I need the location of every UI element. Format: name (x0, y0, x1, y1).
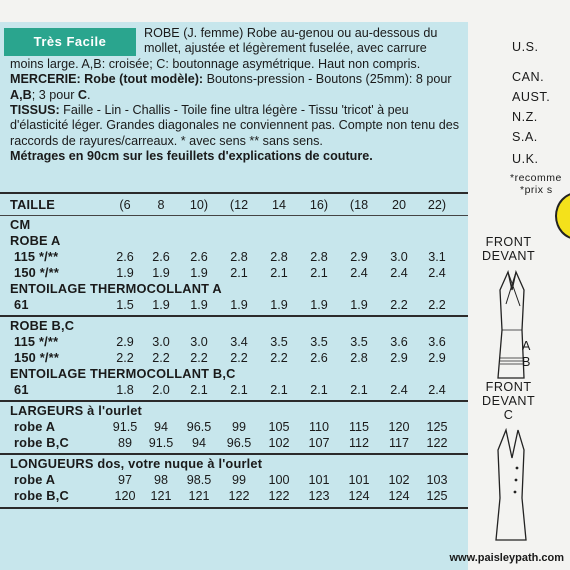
table-cell: 1.9 (270, 298, 288, 312)
view-b-label: B (522, 355, 531, 369)
table-cell: 123 (308, 489, 330, 503)
price-sticker (555, 192, 570, 240)
table-cell: 2.1 (270, 383, 288, 397)
table-cell: 1.9 (190, 298, 208, 312)
table-cell: 98 (153, 473, 168, 487)
recommended-note: *recomme (510, 172, 562, 184)
table-cell: 122 (426, 436, 448, 450)
group-title: LARGEURS à l'ourlet (10, 403, 142, 418)
tissus-text: TISSUS: Faille - Lin - Challis - Toile fine ultra légère - Tissu 'tricot' à peu d'élasticité léger. Grandes diagonales ne conviennent pas. Compte non tenu des raccords de rayures/carreaux. * avec sens ** sans sens. (10, 103, 460, 148)
table-cell: 112 (348, 436, 370, 450)
country-code: U.K. (512, 152, 539, 166)
front-label-ab: FRONT DEVANT (482, 235, 536, 263)
table-cell: 120 (388, 420, 410, 434)
table-cell: 2.2 (230, 351, 248, 365)
table-cell: 2.1 (230, 383, 248, 397)
group-title: LONGUEURS dos, votre nuque à l'ourlet (10, 456, 263, 471)
table-cell: 115 (348, 420, 370, 434)
table-cell: 125 (426, 420, 448, 434)
table-cell: 2.8 (270, 250, 288, 264)
table-cell: 2.6 (116, 250, 134, 264)
table-cell: 2.6 (190, 250, 208, 264)
table-cell: 89 (117, 436, 132, 450)
table-cell: 3.5 (350, 335, 368, 349)
table-cell: 2.9 (390, 351, 408, 365)
table-cell: 1.9 (116, 266, 134, 280)
table-cell: 99 (231, 420, 246, 434)
table-cell: 2.6 (152, 250, 170, 264)
table-cell: 1.8 (116, 383, 134, 397)
table-rule (0, 315, 468, 317)
table-cell: 1.9 (310, 298, 328, 312)
row-label: 150 */** (14, 265, 60, 280)
size-header: 10) (189, 198, 209, 212)
table-cell: 101 (308, 473, 330, 487)
table-cell: 2.4 (428, 266, 446, 280)
table-cell: 3.6 (428, 335, 446, 349)
table-cell: 2.8 (310, 250, 328, 264)
row-label: 61 (14, 382, 29, 397)
table-cell: 3.0 (152, 335, 170, 349)
size-header: 8 (157, 198, 165, 212)
table-cell: 3.1 (428, 250, 446, 264)
size-header: 16) (309, 198, 329, 212)
dress-c-illustration (480, 428, 560, 546)
table-cell: 102 (268, 436, 290, 450)
unit-label: CM (10, 217, 31, 232)
table-cell: 3.6 (390, 335, 408, 349)
size-header: 14 (271, 198, 286, 212)
table-cell: 122 (268, 489, 290, 503)
table-cell: 2.1 (230, 266, 248, 280)
dress-a-b-illustration (480, 270, 560, 380)
group-title: ENTOILAGE THERMOCOLLANT A (10, 281, 222, 296)
table-cell: 3.0 (190, 335, 208, 349)
table-cell: 2.4 (390, 266, 408, 280)
table-cell: 3.5 (270, 335, 288, 349)
table-cell: 94 (153, 420, 168, 434)
description: ROBE (J. femme) Robe au-genou ou au-dessous du mollet, ajustée et légèrement fuselée, avec carrure moins large. A,B: croisée; C: boutonnage asymétrique. Haut non compris. (10, 26, 438, 71)
table-cell: 99 (231, 473, 246, 487)
table-cell: 100 (268, 473, 290, 487)
table-cell: 3.5 (310, 335, 328, 349)
table-cell: 107 (308, 436, 330, 450)
table-cell: 2.8 (230, 250, 248, 264)
table-cell: 110 (308, 420, 330, 434)
table-cell: 96.5 (186, 420, 212, 434)
table-cell: 96.5 (226, 436, 252, 450)
table-cell: 101 (348, 473, 370, 487)
table-cell: 2.6 (310, 351, 328, 365)
row-label: robe B,C (14, 488, 69, 503)
table-cell: 2.1 (270, 266, 288, 280)
country-code: CAN. (512, 70, 545, 84)
table-cell: 3.4 (230, 335, 248, 349)
size-header: (18 (349, 198, 369, 212)
table-cell: 1.9 (152, 298, 170, 312)
table-cell: 2.1 (190, 383, 208, 397)
table-cell: 1.9 (152, 266, 170, 280)
country-code: N.Z. (512, 110, 538, 124)
pattern-info-panel (0, 22, 468, 570)
table-cell: 2.9 (116, 335, 134, 349)
group-title: ROBE A (10, 233, 61, 248)
group-title: ENTOILAGE THERMOCOLLANT B,C (10, 366, 236, 381)
table-rule (0, 215, 468, 216)
row-label: 115 */** (14, 334, 59, 349)
description-block (0, 22, 468, 165)
row-label: robe A (14, 419, 56, 434)
front-label-c: FRONT DEVANT C (482, 380, 536, 422)
table-cell: 120 (114, 489, 136, 503)
table-cell: 105 (268, 420, 290, 434)
table-cell: 1.9 (350, 298, 368, 312)
table-cell: 2.9 (350, 250, 368, 264)
size-header: 20 (391, 198, 406, 212)
table-cell: 2.8 (350, 351, 368, 365)
website-footer: www.paisleypath.com (449, 552, 564, 564)
size-label: TAILLE (10, 197, 56, 212)
table-cell: 3.0 (390, 250, 408, 264)
table-cell: 121 (188, 489, 210, 503)
table-cell: 91.5 (112, 420, 138, 434)
table-cell: 2.4 (350, 266, 368, 280)
table-cell: 125 (426, 489, 448, 503)
table-cell: 2.4 (390, 383, 408, 397)
table-cell: 122 (228, 489, 250, 503)
group-title: ROBE B,C (10, 318, 75, 333)
table-cell: 98.5 (186, 473, 212, 487)
table-cell: 2.2 (116, 351, 134, 365)
row-label: 61 (14, 297, 29, 312)
table-cell: 97 (117, 473, 132, 487)
country-code: U.S. (512, 40, 539, 54)
table-cell: 103 (426, 473, 448, 487)
table-rule (0, 507, 468, 509)
mercerie-text: MERCERIE: Robe (tout modèle): Boutons-pression - Boutons (25mm): 8 pour A,B; 3 pour C. (10, 72, 452, 102)
size-header: (12 (229, 198, 249, 212)
table-cell: 1.5 (116, 298, 134, 312)
table-cell: 2.2 (390, 298, 408, 312)
table-cell: 2.2 (152, 351, 170, 365)
country-code: S.A. (512, 130, 538, 144)
table-cell: 2.1 (310, 266, 328, 280)
difficulty-badge: Très Facile (4, 28, 136, 56)
table-cell: 2.1 (310, 383, 328, 397)
table-cell: 2.2 (428, 298, 446, 312)
country-code: AUST. (512, 90, 551, 104)
view-a-label: A (522, 339, 531, 353)
table-cell: 2.2 (270, 351, 288, 365)
table-cell: 91.5 (148, 436, 174, 450)
table-cell: 1.9 (230, 298, 248, 312)
row-label: robe B,C (14, 435, 69, 450)
table-cell: 2.9 (428, 351, 446, 365)
table-cell: 121 (150, 489, 172, 503)
size-header: 22) (427, 198, 447, 212)
row-label: robe A (14, 472, 56, 487)
table-cell: 94 (191, 436, 206, 450)
table-cell: 102 (388, 473, 410, 487)
row-label: 115 */** (14, 249, 59, 264)
recommended-note: *prix s (520, 184, 553, 196)
table-cell: 2.1 (350, 383, 368, 397)
table-cell: 2.0 (152, 383, 170, 397)
metrages-text: Métrages en 90cm sur les feuillets d'explications de couture. (10, 149, 373, 164)
size-header: (6 (119, 198, 131, 212)
table-rule (0, 453, 468, 455)
row-label: 150 */** (14, 350, 60, 365)
table-cell: 117 (388, 436, 410, 450)
table-cell: 2.4 (428, 383, 446, 397)
table-cell: 1.9 (190, 266, 208, 280)
table-rule (0, 192, 468, 194)
table-cell: 2.2 (190, 351, 208, 365)
table-rule (0, 400, 468, 402)
table-cell: 124 (348, 489, 370, 503)
table-cell: 124 (388, 489, 410, 503)
